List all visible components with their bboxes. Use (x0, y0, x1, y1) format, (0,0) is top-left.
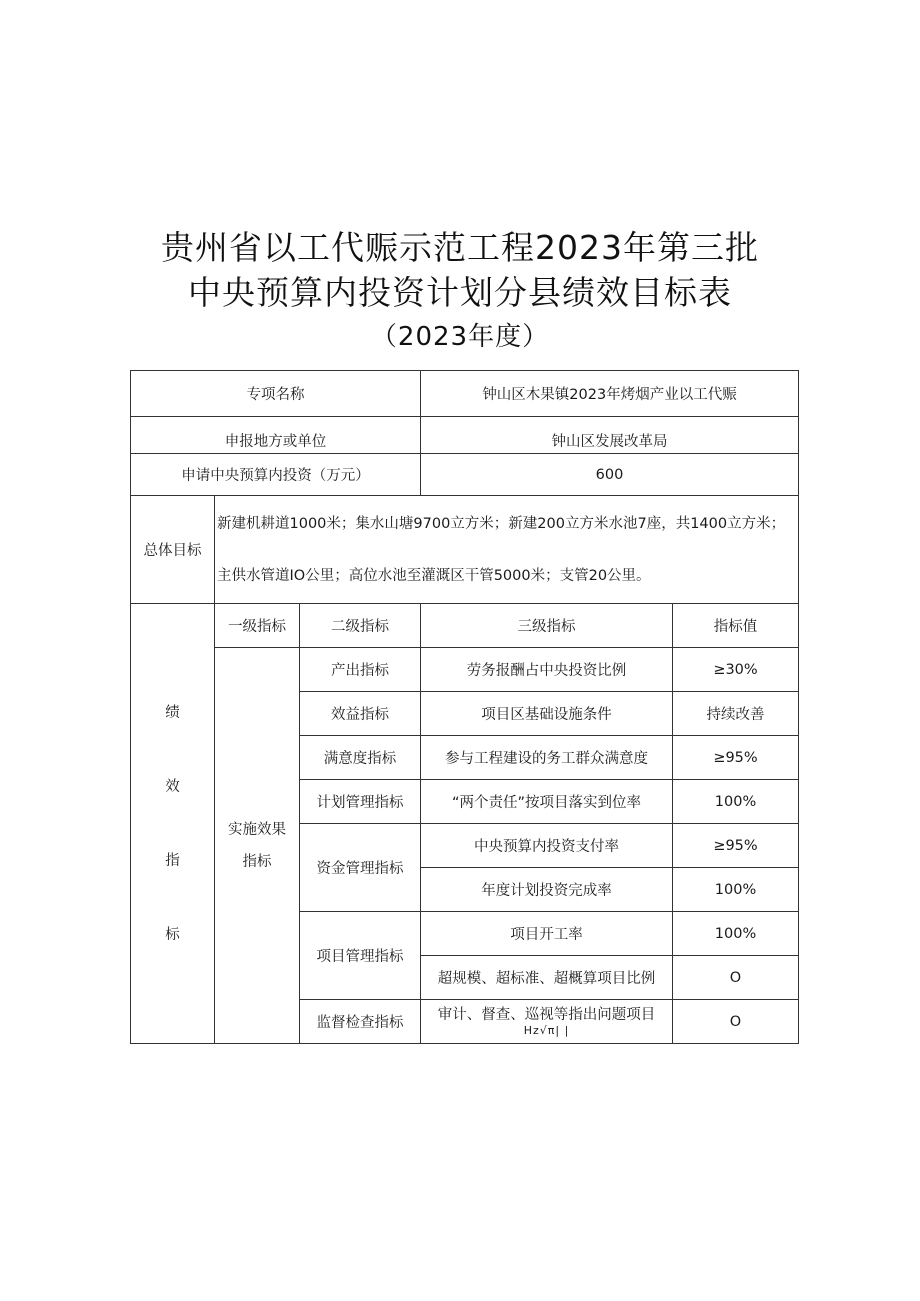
level2-cell: 满意度指标 (300, 736, 421, 780)
investment-value: 600 (421, 454, 799, 496)
level2-cell: 项目管理指标 (300, 912, 421, 1000)
value-cell: 持续改善 (673, 692, 799, 736)
unit-value: 钟山区发展改革局 (421, 417, 799, 454)
overall-goal-text: 新建机耕道1000米；集水山塘9700立方米；新建200立方米水池7座，共1400立方米；主供水管道IO公里；高位水池至灌溉区干管5000米；支管20公里。 (215, 496, 799, 604)
level3-cell: “两个责任”按项目落实到位率 (421, 780, 673, 824)
value-cell: 100% (673, 912, 799, 956)
level3-cell: 项目开工率 (421, 912, 673, 956)
level3-cell: 劳务报酬占中央投资比例 (421, 648, 673, 692)
level1-implementation-effect (215, 648, 300, 1044)
level3-text-garbled: Hz√π| | (523, 1023, 570, 1037)
investment-label: 申请中央预算内投资（万元） (131, 454, 421, 496)
performance-side-label (131, 604, 215, 1044)
level3-text: 审计、督查、巡视等指出问题项目 (437, 1006, 656, 1023)
value-cell: O (673, 1000, 799, 1044)
side-label-char: 效 (165, 778, 180, 795)
level1-name-line: 实施效果 (228, 821, 286, 838)
level3-cell: 超规模、超标准、超概算项目比例 (421, 956, 673, 1000)
header-value: 指标值 (673, 604, 799, 648)
header-level3: 三级指标 (421, 604, 673, 648)
value-cell: ≥30% (673, 648, 799, 692)
level2-cell: 产出指标 (300, 648, 421, 692)
side-label-char: 指 (165, 852, 180, 869)
side-label-char: 标 (165, 926, 180, 943)
value-cell: O (673, 956, 799, 1000)
overall-goal-label: 总体目标 (131, 496, 215, 604)
value-cell: ≥95% (673, 824, 799, 868)
header-level1: 一级指标 (215, 604, 300, 648)
document-title-line1: 贵州省以工代赈示范工程2023年第三批 (161, 228, 759, 267)
level2-cell: 监督检查指标 (300, 1000, 421, 1044)
value-cell: 100% (673, 868, 799, 912)
table-row (131, 454, 799, 496)
table-row (131, 496, 799, 604)
table-row (131, 417, 799, 454)
level3-cell: 项目区基础设施条件 (421, 692, 673, 736)
unit-label: 申报地方或单位 (131, 417, 421, 454)
document-title-line2: 中央预算内投资计划分县绩效目标表 (188, 273, 732, 312)
level2-cell: 计划管理指标 (300, 780, 421, 824)
document-title-year: （2023年度） (370, 322, 550, 352)
performance-target-table (130, 370, 799, 1044)
level3-cell: 年度计划投资完成率 (421, 868, 673, 912)
level3-cell (421, 1000, 673, 1044)
project-name-value: 钟山区木果镇2023年烤烟产业以工代赈 (421, 371, 799, 417)
level1-name-line: 指标 (242, 853, 272, 870)
level2-cell: 资金管理指标 (300, 824, 421, 912)
value-cell: 100% (673, 780, 799, 824)
table-row (131, 371, 799, 417)
level3-cell: 中央预算内投资支付率 (421, 824, 673, 868)
table-row (131, 648, 799, 692)
project-name-label: 专项名称 (131, 371, 421, 417)
level3-cell: 参与工程建设的务工群众满意度 (421, 736, 673, 780)
side-label-char: 绩 (165, 704, 180, 721)
table-header-row (131, 604, 799, 648)
level2-cell: 效益指标 (300, 692, 421, 736)
value-cell: ≥95% (673, 736, 799, 780)
header-level2: 二级指标 (300, 604, 421, 648)
